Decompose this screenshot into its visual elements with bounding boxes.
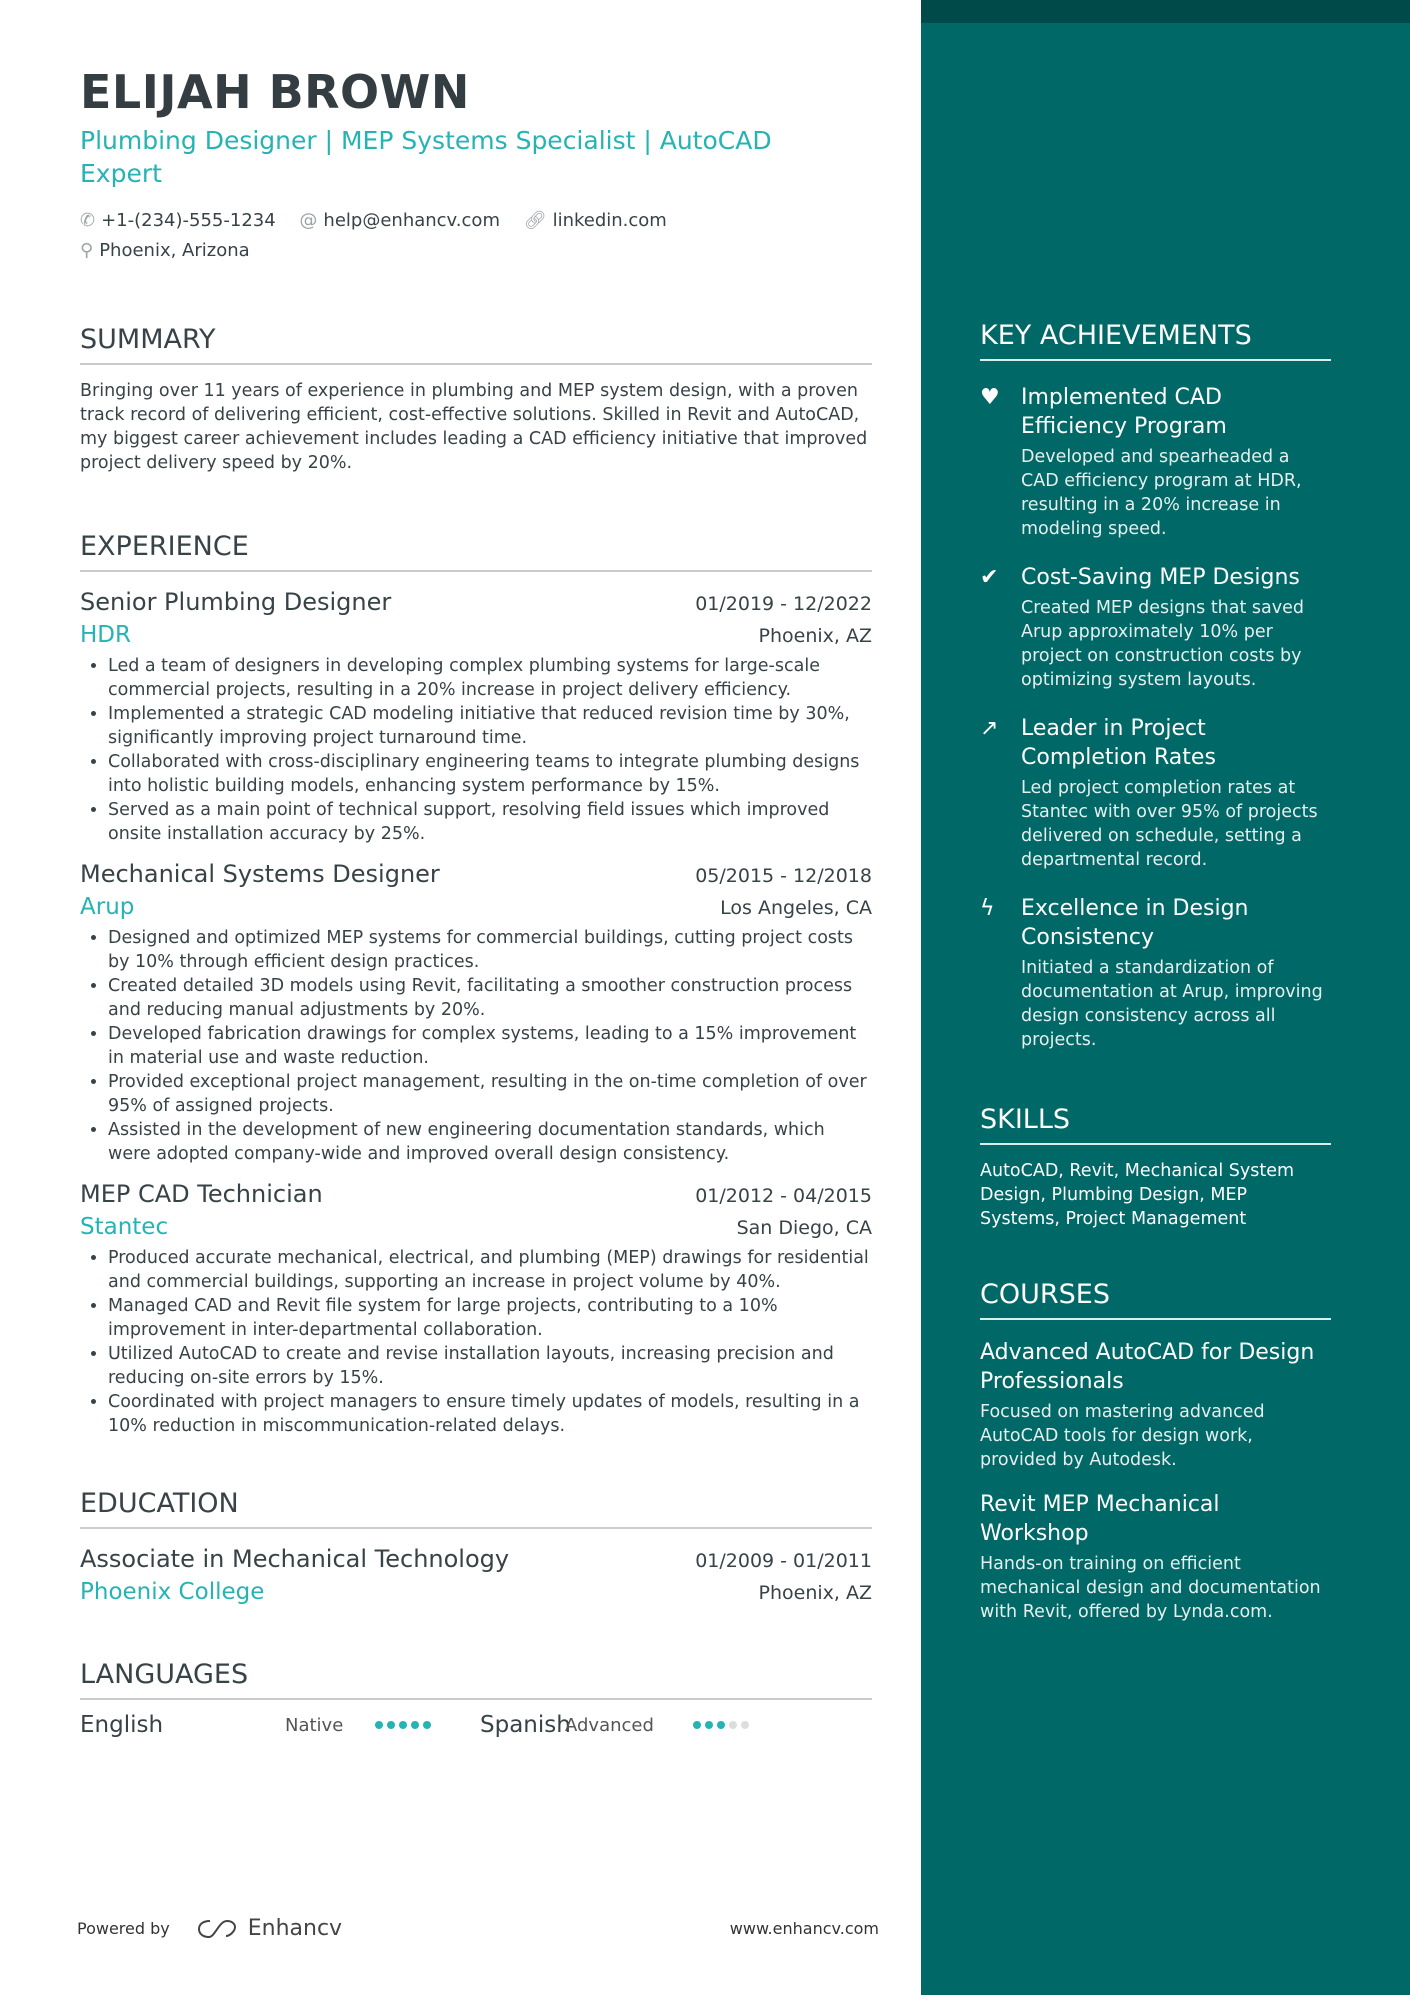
bolt-icon: ϟ xyxy=(980,896,995,921)
link-icon: 🔗︎ xyxy=(523,210,547,231)
heart-icon: ♥ xyxy=(980,385,1000,410)
section-heading-experience: EXPERIENCE xyxy=(80,531,872,572)
job-dates: 05/2015 - 12/2018 xyxy=(695,865,872,887)
section-heading-achievements: KEY ACHIEVEMENTS xyxy=(980,320,1331,361)
section-heading-courses: COURSES xyxy=(980,1279,1331,1320)
job-bullet: • Provided exceptional project management, resulting in the on-time completion of over 95% of assigned projects. xyxy=(108,1070,872,1118)
phone: +1-(234)-555-1234 xyxy=(101,210,276,231)
company: HDR xyxy=(80,622,131,648)
achievement-description: Initiated a standardization of documentation at Arup, improving design consistency across all projects. xyxy=(1021,958,1323,1050)
job-bullets xyxy=(80,926,872,1166)
job-bullets xyxy=(80,654,872,846)
job-dates: 01/2019 - 12/2022 xyxy=(695,593,872,615)
achievement-description: Developed and spearheaded a CAD efficiency program at HDR, resulting in a 20% increase in modeling speed. xyxy=(1021,447,1302,539)
job-bullet: • Utilized AutoCAD to create and revise installation layouts, increasing precision and reducing on-site errors by 15%. xyxy=(108,1342,872,1390)
level-dot xyxy=(387,1721,395,1729)
job-bullet: • Coordinated with project managers to ensure timely updates of models, resulting in a 10% reduction in miscommunication-related delays. xyxy=(108,1390,872,1438)
course-item xyxy=(980,1490,1331,1624)
language-name: English xyxy=(80,1712,164,1738)
language-level-dots xyxy=(375,1721,480,1729)
level-dot xyxy=(411,1721,419,1729)
language-name: Spanish xyxy=(480,1712,571,1738)
experience-list xyxy=(80,586,872,1438)
job-location: Phoenix, AZ xyxy=(758,625,872,647)
education-dates: 01/2009 - 01/2011 xyxy=(695,1550,872,1572)
job-bullet: • Developed fabrication drawings for complex systems, leading to a 15% improvement in material use and waste reduction. xyxy=(108,1022,872,1070)
job-entry xyxy=(80,858,872,1166)
achievement-description: Led project completion rates at Stantec with over 95% of projects delivered on schedule, setting a departmental record. xyxy=(1021,778,1318,870)
level-dot xyxy=(375,1721,383,1729)
job-entry xyxy=(80,1178,872,1438)
achievement-item xyxy=(980,714,1331,872)
main-column xyxy=(80,62,872,1738)
company: Stantec xyxy=(80,1214,169,1240)
job-bullet: • Designed and optimized MEP systems for commercial buildings, cutting project costs by 10% through efficient design practices. xyxy=(108,926,872,974)
achievement-title: Cost-Saving MEP Designs xyxy=(1021,565,1300,590)
chart-trend-icon: ↗ xyxy=(980,716,999,741)
course-description: Hands-on training on efficient mechanical design and documentation with Revit, offered by Lynda.com. xyxy=(980,1554,1321,1622)
section-heading-education: EDUCATION xyxy=(80,1488,872,1529)
phone-icon: ✆ xyxy=(80,210,96,231)
candidate-subtitle: Plumbing Designer | MEP Systems Specialist | AutoCAD Expert xyxy=(80,126,772,188)
job-title: Senior Plumbing Designer xyxy=(80,588,392,616)
education-location: Phoenix, AZ xyxy=(758,1582,872,1604)
job-dates: 01/2012 - 04/2015 xyxy=(695,1185,872,1207)
language-level: Advanced xyxy=(565,1714,654,1736)
footer-url[interactable]: www.enhancv.com xyxy=(729,1919,879,1938)
language-level: Native xyxy=(285,1714,344,1736)
candidate-name: ELIJAH BROWN xyxy=(80,65,470,119)
job-bullet: • Assisted in the development of new engineering documentation standards, which were adopted company-wide and improved overall design consistency. xyxy=(108,1118,872,1166)
language-level-dots xyxy=(693,1721,763,1729)
course-item xyxy=(980,1338,1331,1472)
powered-by: Powered by xyxy=(77,1919,170,1938)
achievement-item xyxy=(980,383,1331,541)
achievement-title: Excellence in Design Consistency xyxy=(1021,896,1249,950)
level-dot xyxy=(717,1721,725,1729)
linkedin-link[interactable]: linkedin.com xyxy=(552,210,667,231)
enhancv-logo-icon xyxy=(196,1917,240,1941)
at-icon: @ xyxy=(299,210,318,231)
location-pin-icon: ⚲ xyxy=(80,240,94,261)
sidebar xyxy=(921,0,1410,1995)
level-dot xyxy=(729,1721,737,1729)
level-dot xyxy=(399,1721,407,1729)
job-location: Los Angeles, CA xyxy=(720,897,872,919)
achievement-description: Created MEP designs that saved Arup approximately 10% per project on construction costs by optimizing system layouts. xyxy=(1021,598,1304,690)
footer xyxy=(77,1916,879,1941)
job-bullet: • Implemented a strategic CAD modeling initiative that reduced revision time by 30%, significantly improving project turnaround time. xyxy=(108,702,872,750)
job-location: San Diego, CA xyxy=(736,1217,872,1239)
course-title: Revit MEP Mechanical Workshop xyxy=(980,1492,1220,1546)
contact-info xyxy=(80,206,872,266)
email[interactable]: help@enhancv.com xyxy=(323,210,500,231)
job-bullet: • Produced accurate mechanical, electrical, and plumbing (MEP) drawings for residential and commercial buildings, supporting an increase in project volume by 40%. xyxy=(108,1246,872,1294)
level-dot xyxy=(705,1721,713,1729)
job-bullet: • Served as a main point of technical support, resolving field issues which improved onsite installation accuracy by 25%. xyxy=(108,798,872,846)
achievements-list xyxy=(980,383,1331,1052)
sidebar-top-strip xyxy=(921,0,1410,23)
section-heading-summary: SUMMARY xyxy=(80,324,872,365)
languages-list xyxy=(80,1712,872,1738)
job-bullet: • Created detailed 3D models using Revit, facilitating a smoother construction process and reducing manual adjustments by 20%. xyxy=(108,974,872,1022)
job-bullet: • Collaborated with cross-disciplinary engineering teams to integrate plumbing designs into holistic building models, enhancing system performance by 15%. xyxy=(108,750,872,798)
school: Phoenix College xyxy=(80,1579,265,1605)
check-icon: ✔ xyxy=(980,565,999,590)
achievement-title: Leader in Project Completion Rates xyxy=(1021,716,1216,770)
course-title: Advanced AutoCAD for Design Professionals xyxy=(980,1340,1315,1394)
company: Arup xyxy=(80,894,135,920)
achievement-item xyxy=(980,894,1331,1052)
level-dot xyxy=(741,1721,749,1729)
job-bullet: • Managed CAD and Revit file system for large projects, contributing to a 10% improvement in inter-departmental collaboration. xyxy=(108,1294,872,1342)
job-entry xyxy=(80,586,872,846)
brand-name: Enhancv xyxy=(247,1916,343,1941)
section-heading-languages: LANGUAGES xyxy=(80,1659,872,1700)
level-dot xyxy=(693,1721,701,1729)
skills-text: AutoCAD, Revit, Mechanical System Design, Plumbing Design, MEP Systems, Project Management xyxy=(980,1161,1295,1229)
enhancv-logo[interactable] xyxy=(196,1916,342,1941)
achievement-title: Implemented CAD Efficiency Program xyxy=(1021,385,1227,439)
job-bullet: • Led a team of designers in developing complex plumbing systems for large-scale commercial projects, resulting in a 20% increase in project delivery efficiency. xyxy=(108,654,872,702)
courses-list xyxy=(980,1338,1331,1624)
job-bullets xyxy=(80,1246,872,1438)
section-heading-skills: SKILLS xyxy=(980,1104,1331,1145)
education-entry xyxy=(80,1543,872,1609)
job-title: MEP CAD Technician xyxy=(80,1180,323,1208)
level-dot xyxy=(423,1721,431,1729)
summary-text: Bringing over 11 years of experience in plumbing and MEP system design, with a proven track record of delivering efficient, cost-effective solutions. Skilled in Revit and AutoCAD, my biggest career achievement includes leading a CAD efficiency initiative that improved project delivery speed by 20%. xyxy=(80,381,868,473)
achievement-item xyxy=(980,563,1331,692)
degree: Associate in Mechanical Technology xyxy=(80,1545,510,1573)
course-description: Focused on mastering advanced AutoCAD tools for design work, provided by Autodesk. xyxy=(980,1402,1265,1470)
location: Phoenix, Arizona xyxy=(99,240,250,261)
job-title: Mechanical Systems Designer xyxy=(80,860,440,888)
